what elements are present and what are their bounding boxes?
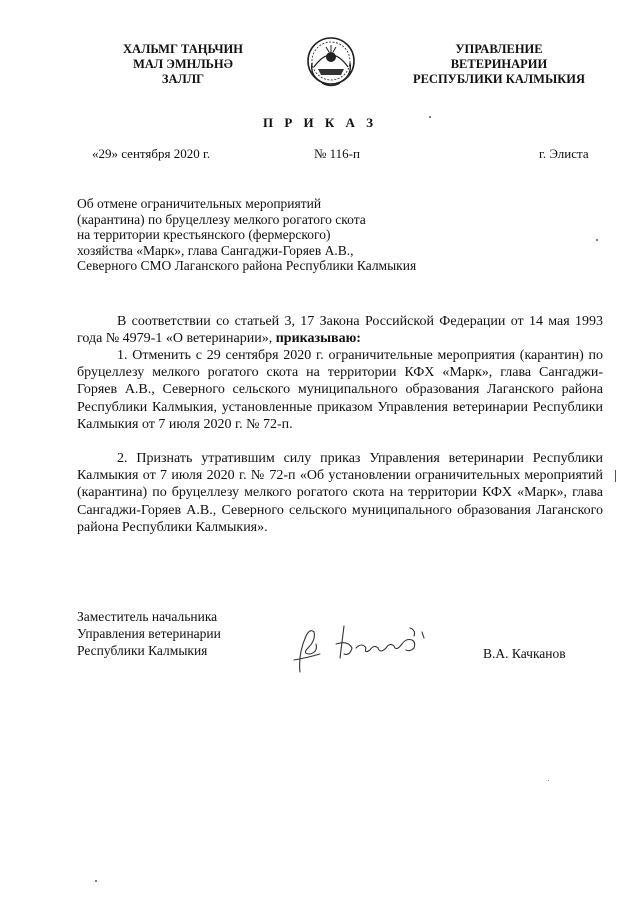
order-item-2-text: 2. Признать утратившим силу приказ Управления ветеринарии Республики Калмыкия от 7 июля 2020 г. № 72-п «Об установлении ограничительных мероприятий (карантина) по бруцеллезу мелкого рогатого скота на территории КФХ «Марк», глава Сангаджи-Горяев А.В., Северного сельского муниципального образования Лаганского района Республики Калмыкия». [77,451,603,535]
order-keyword: приказываю: [275,331,361,347]
scan-speck [548,780,549,781]
document-number: № 116-п [314,146,360,161]
header-right-line: ВЕТЕРИНАРИИ [450,57,548,71]
header-left-line: МАЛ ЭМНЛЬНӘ [133,57,233,71]
scan-speck [615,470,616,482]
preamble-paragraph [77,313,603,347]
header-right-line: РЕСПУБЛИКИ КАЛМЫКИЯ [412,72,586,86]
signer-position [77,608,221,659]
subject-line: Об отмене ограничительных мероприятий [77,196,322,211]
scan-speck [429,116,431,118]
header-left-line: ЗАЛЛГ [161,72,205,86]
header-left-line: ХАЛЬМГ ТАҢЬЧИН [123,42,243,56]
header-right-russian [395,42,603,87]
order-item-1 [77,347,603,433]
scan-speck [95,880,97,882]
document-title: П Р И К А З [262,115,378,130]
preamble-text: В соответствии со статьей 3, 17 Закона Российской Федерации от 14 мая 1993 года № 4979-1 «О ветеринарии», [77,314,603,347]
order-item-2 [77,450,603,536]
republic-emblem-icon [304,33,358,91]
subject-line: на территории крестьянского (фермерского) [77,227,331,242]
header-left-kalmyk [108,42,258,87]
signer-position-line: Управления ветеринарии [77,626,221,641]
scan-speck [596,239,598,241]
subject-line: хозяйства «Марк», глава Сангаджи-Горяев А.В., [77,242,354,258]
document-date: «29» сентября 2020 г. [92,146,211,161]
signer-name: В.А. Качканов [483,646,566,661]
header-right-line: УПРАВЛЕНИЕ [455,42,543,56]
signer-position-line: Республики Калмыкия [77,643,208,658]
subject-line: Северного СМО Лаганского района Республики Калмыкия [77,258,417,273]
handwritten-signature [286,614,436,676]
signer-position-line: Заместитель начальника [77,609,218,624]
subject-line: (карантина) по бруцеллезу мелкого рогатого скота [77,211,366,227]
order-item-1-text: 1. Отменить с 29 сентября 2020 г. ограничительные мероприятия (карантин) по бруцеллезу мелкого рогатого скота на территории КФХ «Марк», глава Сангаджи-Горяев А.В., Северного сельского муниципального образования Лаганского района Республики Калмыкия, установленные приказом Управления ветеринарии Республики Калмыкия от 7 июля 2020 г. № 72-п. [77,348,603,432]
document-city: г. Элиста [539,146,589,161]
document-subject [77,196,416,274]
